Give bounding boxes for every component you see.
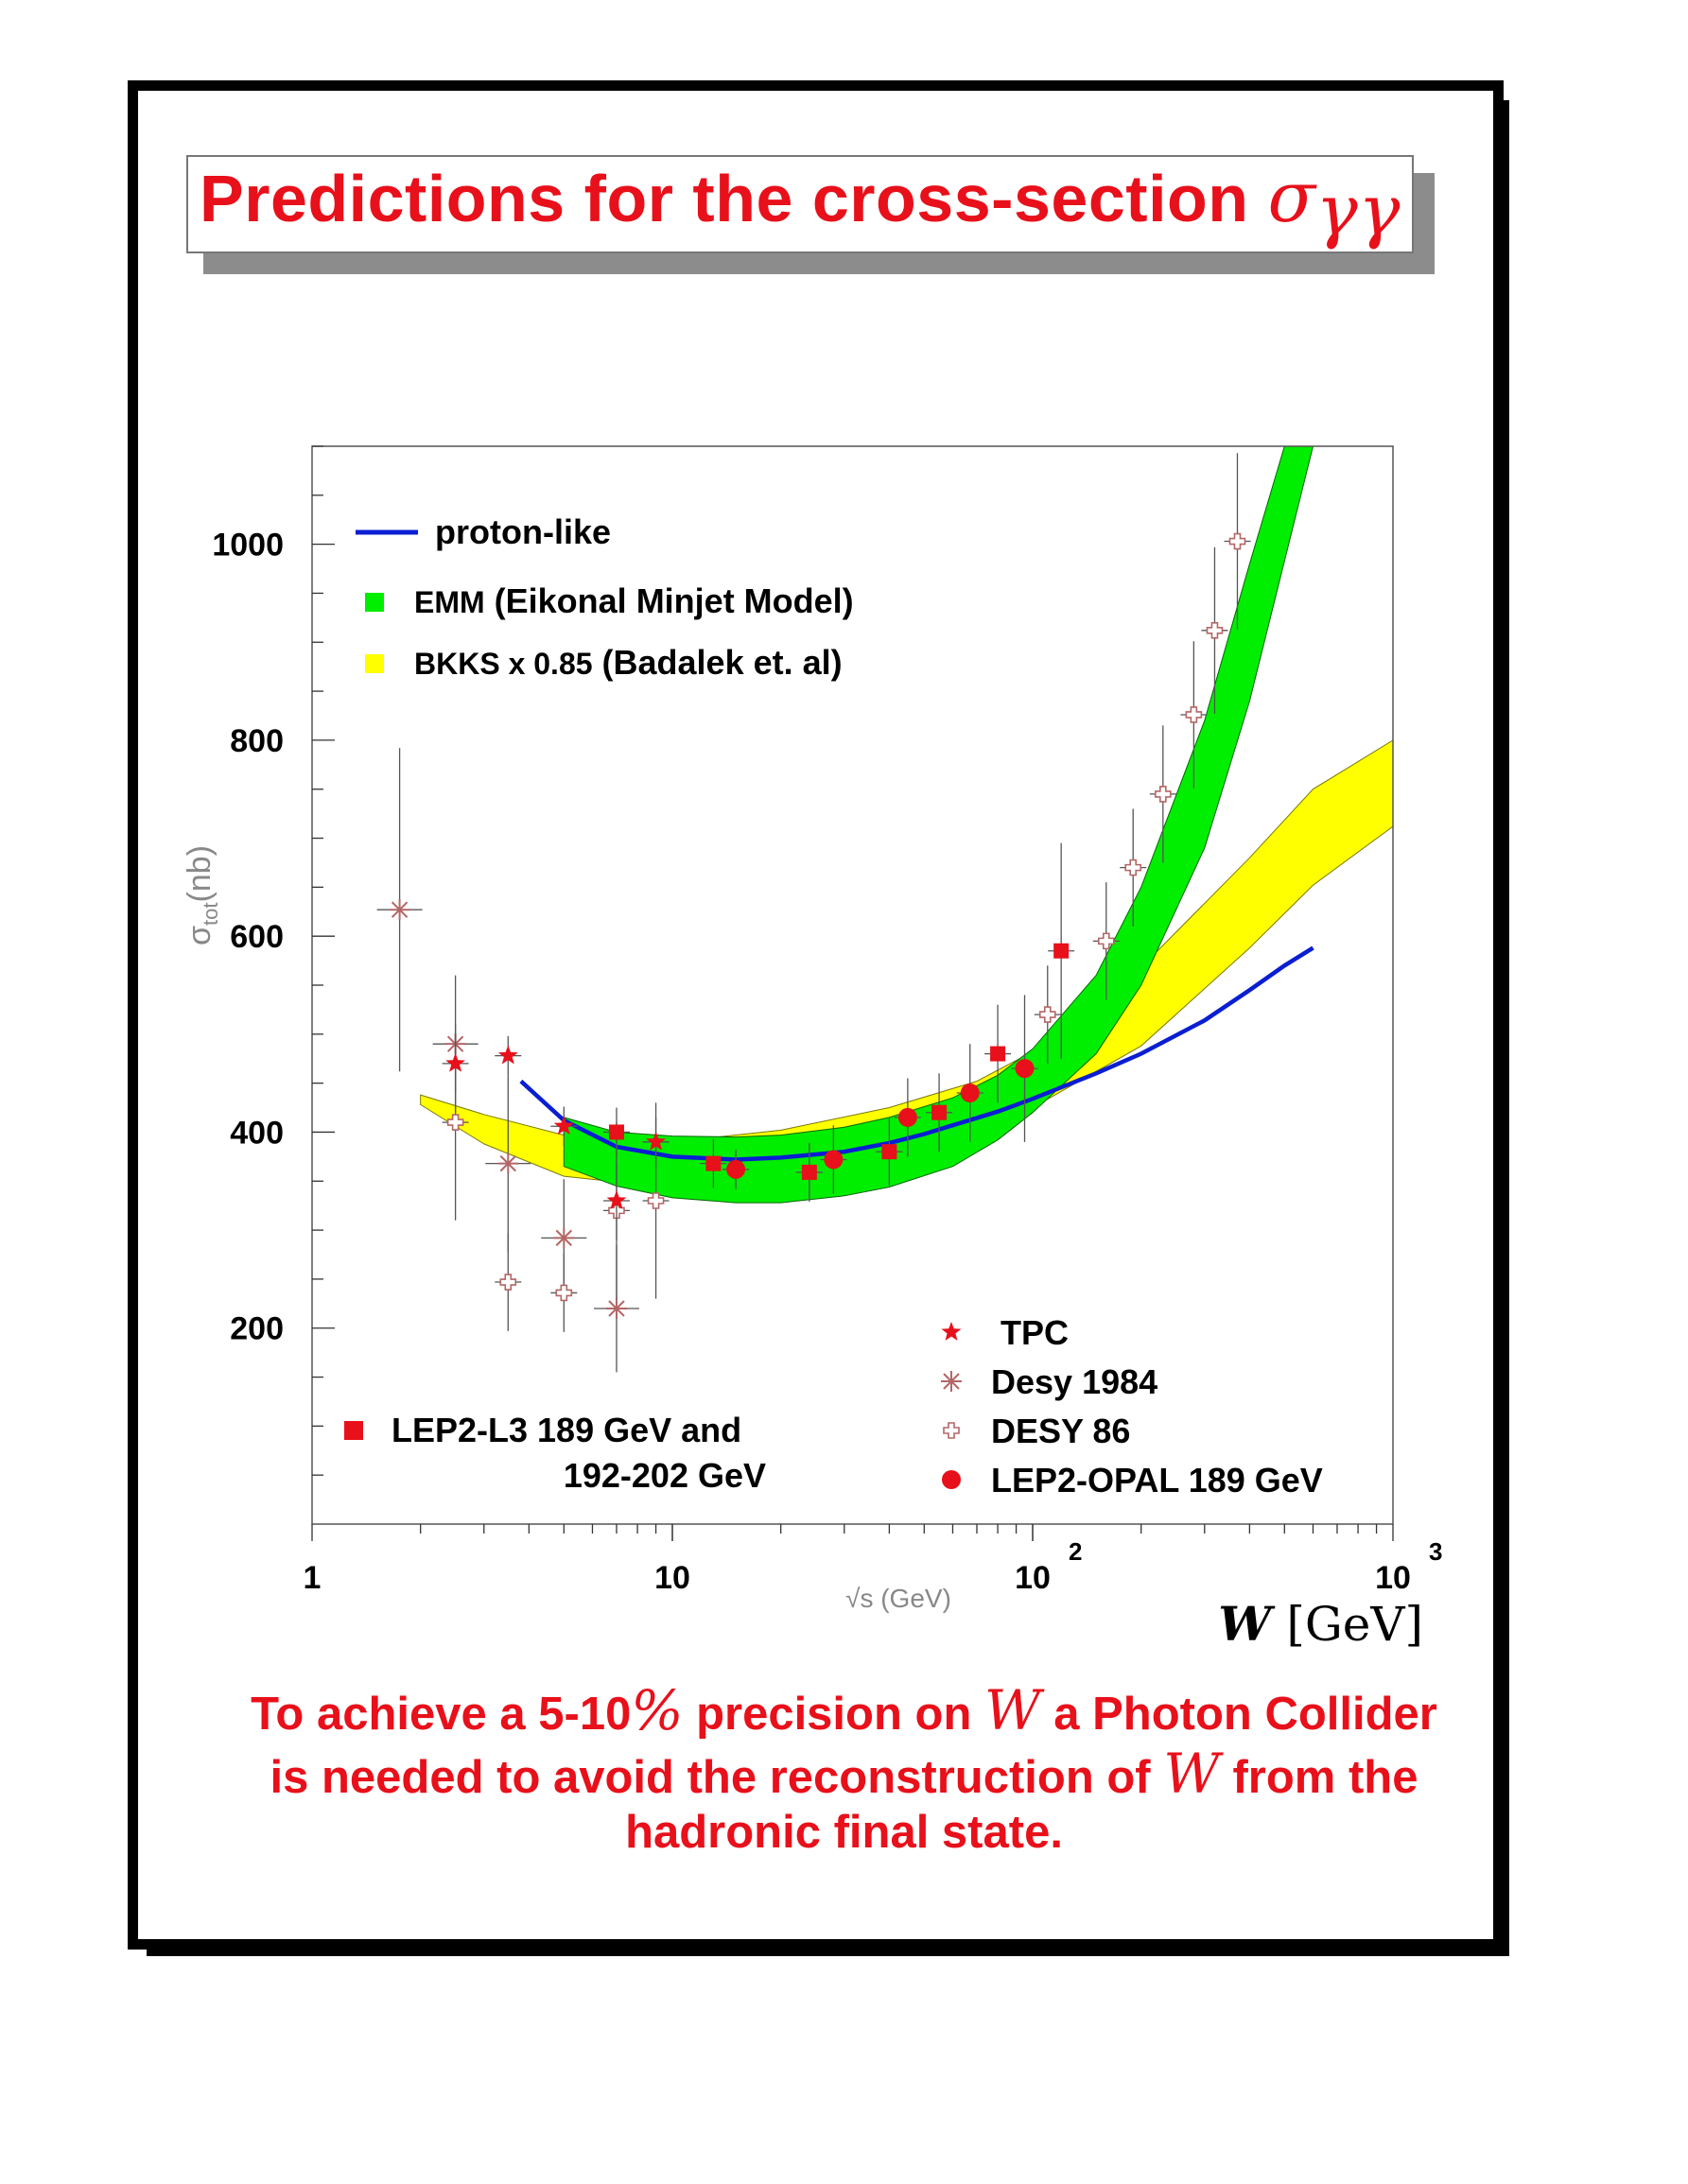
x-tick-label: 10	[1015, 1560, 1051, 1596]
legend-star-label: TPC	[1001, 1313, 1069, 1352]
legend-l3-label: LEP2-L3 189 GeV and	[392, 1411, 742, 1449]
legend-emm-label: EMM (Eikonal Minjet Model)	[414, 581, 854, 620]
gamma-gamma-subscript: γγ	[1315, 170, 1401, 251]
l3-square-marker	[802, 1165, 817, 1180]
opal-circle-marker	[1016, 1059, 1035, 1078]
l3-square-marker	[931, 1105, 947, 1120]
desy86-cross-marker	[500, 1274, 515, 1290]
legend-bkks-label: BKKS x 0.85 (Badalek et. al)	[414, 643, 843, 682]
x-tick-exponent: 2	[1069, 1537, 1083, 1566]
x-tick-label: 10	[654, 1560, 690, 1596]
legend-emm-swatch	[365, 593, 384, 612]
legend-l3-label-2: 192-202 GeV	[563, 1456, 766, 1495]
l3-square-marker	[881, 1144, 896, 1159]
w-axis-label: W [GeV]	[1218, 1596, 1423, 1652]
opal-circle-marker	[961, 1083, 980, 1102]
opal-circle-marker	[824, 1150, 843, 1169]
conclusion-line-2: is needed to avoid the reconstruction of W from the	[270, 1742, 1418, 1806]
data-point-asterisk	[485, 1075, 531, 1252]
y-tick-label: 600	[230, 919, 284, 956]
desy86-cross-marker	[556, 1285, 571, 1300]
y-axis-label	[182, 845, 222, 945]
conclusion-line-1: To achieve a 5-10% precision on W a Photon Collider	[251, 1678, 1437, 1742]
page-title: Predictions for the cross-section $\sigma_{\gamma\gamma}$	[200, 157, 1401, 251]
desy86-cross-marker	[1229, 534, 1244, 549]
l3-square-marker	[1053, 944, 1069, 959]
legend-proton-label: proton-like	[435, 512, 611, 551]
legend-asterisk-label: Desy 1984	[991, 1362, 1158, 1401]
opal-circle-marker	[898, 1108, 917, 1127]
desy86-cross-marker	[1156, 787, 1171, 802]
emm-band	[564, 338, 1337, 1203]
x-tick-label: 10	[1375, 1560, 1411, 1596]
data-point-star	[443, 1034, 469, 1093]
desy86-cross-marker	[1207, 623, 1222, 638]
x-tick-label: 1	[303, 1560, 322, 1596]
desy86-cross-marker	[1040, 1007, 1055, 1022]
y-tick-label: 1000	[212, 527, 284, 563]
sigma-symbol: σ	[1267, 157, 1316, 238]
data-point-asterisk	[377, 748, 423, 1071]
desy86-cross-marker	[1186, 707, 1201, 722]
opal-circle-marker	[942, 1470, 961, 1489]
x-axis-label: √s (GeV)	[845, 1584, 951, 1613]
y-tick-label: 200	[230, 1310, 284, 1347]
legend-l3-marker	[344, 1421, 363, 1440]
desy86-cross-marker	[1125, 860, 1140, 875]
y-axis-label-text: $\sigma_{tot}(nb)$	[182, 845, 222, 945]
l3-square-marker	[705, 1156, 721, 1171]
y-tick-label: 400	[230, 1115, 284, 1152]
data-point-opencross	[495, 1233, 521, 1331]
l3-square-marker	[609, 1124, 624, 1139]
conclusion-line-3: hadronic final state.	[625, 1807, 1063, 1858]
tpc-star-marker	[942, 1322, 962, 1341]
legend-bkks-swatch	[365, 654, 384, 673]
opal-circle-marker	[726, 1160, 745, 1179]
x-tick-exponent: 3	[1429, 1537, 1443, 1566]
legend-circle-label: LEP2-OPAL 189 GeV	[991, 1461, 1323, 1499]
l3-square-marker	[990, 1047, 1005, 1062]
desy86-cross-marker	[944, 1423, 959, 1438]
bands-layer	[421, 338, 1393, 1203]
legend-opencross-label: DESY 86	[991, 1412, 1131, 1450]
data-point-star	[495, 1036, 521, 1075]
y-tick-label: 800	[230, 722, 284, 759]
data-point-opencross	[550, 1254, 577, 1332]
